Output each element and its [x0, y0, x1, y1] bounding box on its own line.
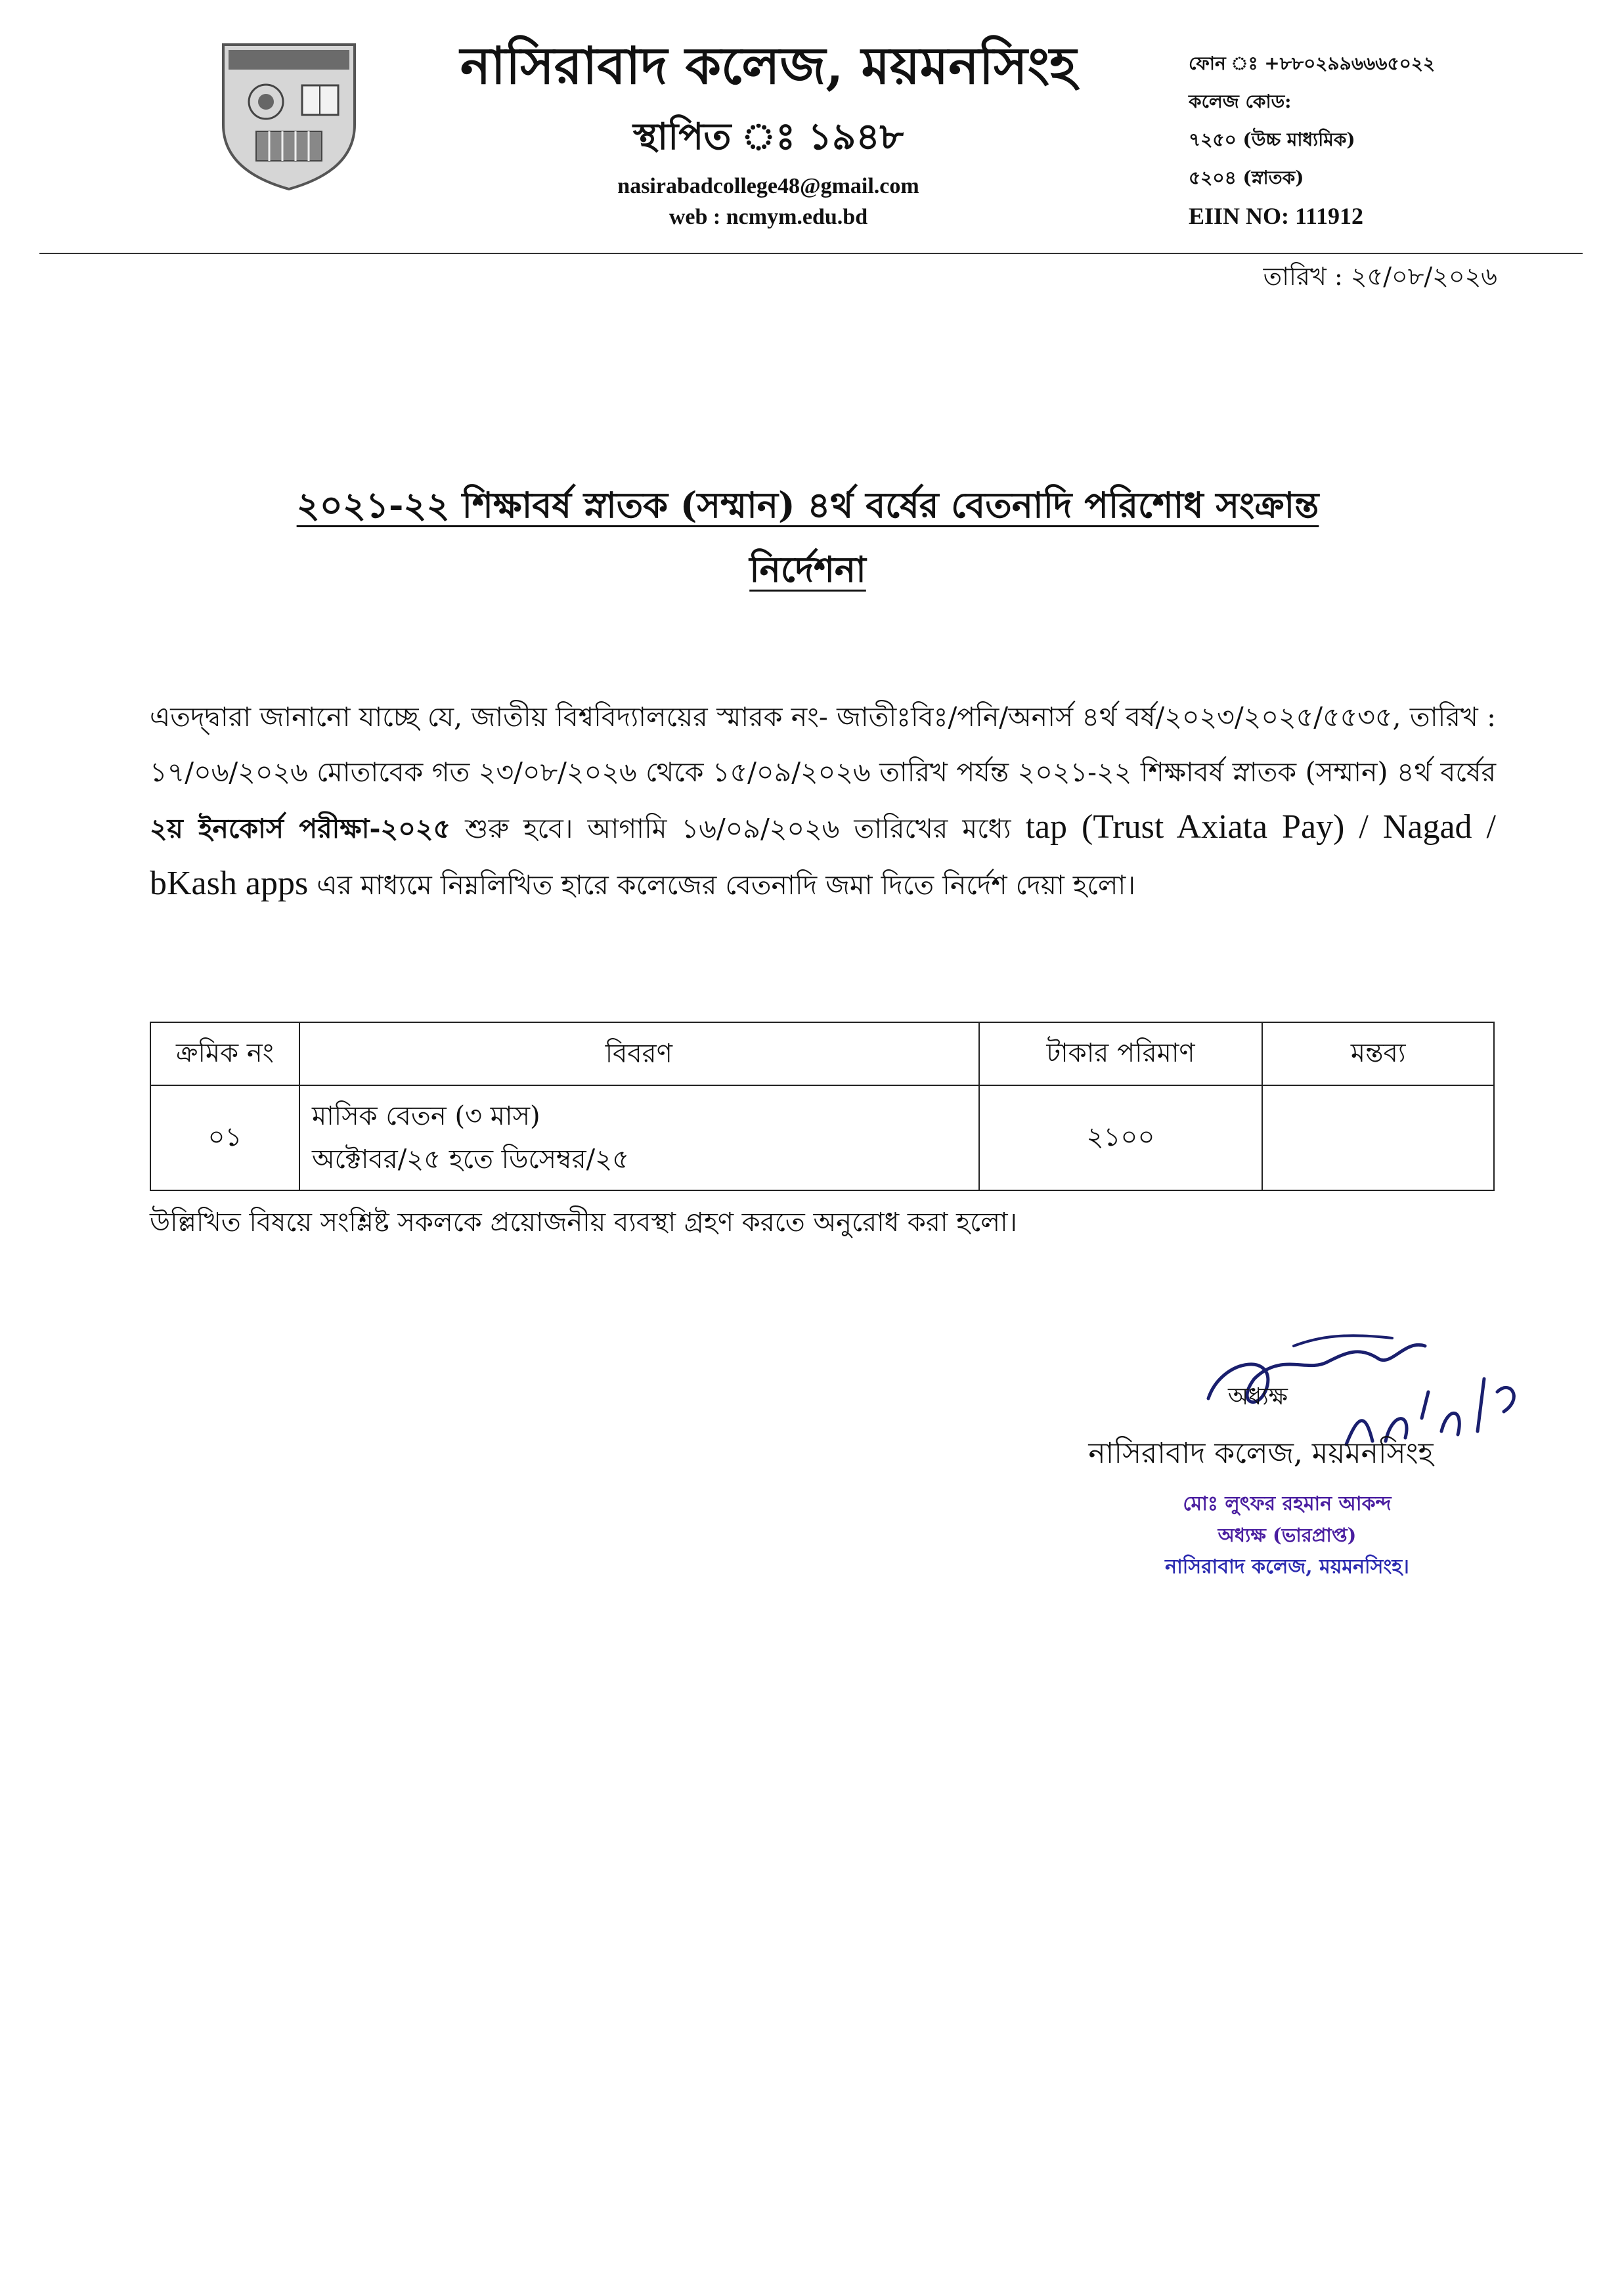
table-row: [150, 1085, 1494, 1190]
stamp-name: মোঃ লুৎফর রহমান আকন্দ: [1183, 1492, 1392, 1515]
signature-college: নাসিরাবাদ কলেজ, ময়মনসিংহ: [1088, 1437, 1434, 1470]
cell-description: [299, 1085, 979, 1190]
college-email[interactable]: nasirabadcollege48@gmail.com: [617, 174, 919, 198]
cell-remarks: [1262, 1085, 1494, 1190]
notice-title-line2: নির্দেশনা: [749, 548, 866, 590]
notice-title: [131, 473, 1484, 601]
principal-designation: অধ্যক্ষ: [1228, 1383, 1288, 1410]
fee-table: [150, 1022, 1495, 1191]
col-description-header: বিবরণ: [299, 1022, 979, 1085]
college-website[interactable]: web : ncmym.edu.bd: [669, 205, 868, 229]
college-code-label: কলেজ কোড:: [1189, 91, 1292, 112]
header-divider: [39, 253, 1583, 254]
notice-body: [150, 689, 1496, 913]
body-exam-name: ২য় ইনকোর্স পরীক্ষা-২০২৫: [150, 813, 451, 844]
cell-description-line2: অক্টোবর/২৫ হতে ডিসেম্বর/২৫: [311, 1144, 630, 1175]
notice-date: তারিখ : ২৫/০৮/২০২৬: [1263, 262, 1497, 291]
col-remarks-header: মন্তব্য: [1262, 1022, 1494, 1085]
fee-table-header: [150, 1022, 1494, 1085]
college-code-hsc: ৭২৫০ (উচ্চ মাধ্যমিক): [1189, 129, 1355, 150]
eiin-number: EIIN NO: 111912: [1189, 203, 1364, 229]
closing-request: উল্লিখিত বিষয়ে সংশ্লিষ্ট সকলকে প্রয়োজনীয় ব্যবস্থা গ্রহণ করতে অনুরোধ করা হলো।: [150, 1207, 1017, 1238]
phone-number: ফোন ঃ +৮৮০২৯৯৬৬৬৫০২২: [1189, 53, 1436, 74]
col-serial-header: ক্রমিক নং: [150, 1022, 299, 1085]
cell-amount: ২১০০: [979, 1085, 1263, 1190]
body-payment-methods: tap (Trust Axiata Pay) / Nagad / bKash apps: [150, 808, 1496, 902]
header-contact-block: [1189, 45, 1583, 235]
stamp-title: অধ্যক্ষ (ভারপ্রাপ্ত): [1218, 1524, 1357, 1546]
college-logo: [217, 39, 361, 194]
notice-title-line1: ২০২১-২২ শিক্ষাবর্ষ স্নাতক (সম্মান) ৪র্থ বর্ষের বেতনাদি পরিশোধ সংক্রান্ত: [296, 484, 1319, 526]
college-code-degree: ৫২০৪ (স্নাতক): [1189, 167, 1304, 188]
body-part-1: এতদ্দ্বারা জানানো যাচ্ছে যে, জাতীয় বিশ্ববিদ্যালয়ের স্মারক নং- জাতীঃবিঃ/পনি/অনার্স ৪র্থ বর্ষ/২০২৩/২০২৫/৫৫৩৫, তারিখ : ১৭/০৬/২০২৬ মোতাবেক গত ২৩/০৮/২০২৬ থেকে ১৫/০৯/২০২৬ তারিখ পর্যন্ত ২০২১-২২ শিক্ষাবর্ষ স্নাতক (সম্মান) ৪র্থ বর্ষের: [150, 701, 1496, 788]
col-amount-header: টাকার পরিমাণ: [979, 1022, 1263, 1085]
established-year: স্থাপিত ঃ ১৯৪৮: [632, 115, 904, 158]
cell-description-line1: মাসিক বেতন (৩ মাস): [311, 1101, 540, 1131]
body-part-2: শুরু হবে। আগামি ১৬/০৯/২০২৬ তারিখের মধ্যে: [450, 813, 1026, 844]
cell-serial: ০১: [150, 1085, 299, 1190]
stamp-college: নাসিরাবাদ কলেজ, ময়মনসিংহ।: [1165, 1555, 1409, 1578]
college-name: নাসিরাবাদ কলেজ, ময়মনসিংহ: [460, 36, 1077, 96]
body-part-3: এর মাধ্যমে নিম্নলিখিত হারে কলেজের বেতনাদি জমা দিতে নির্দেশ দেয়া হলো।: [308, 869, 1135, 901]
